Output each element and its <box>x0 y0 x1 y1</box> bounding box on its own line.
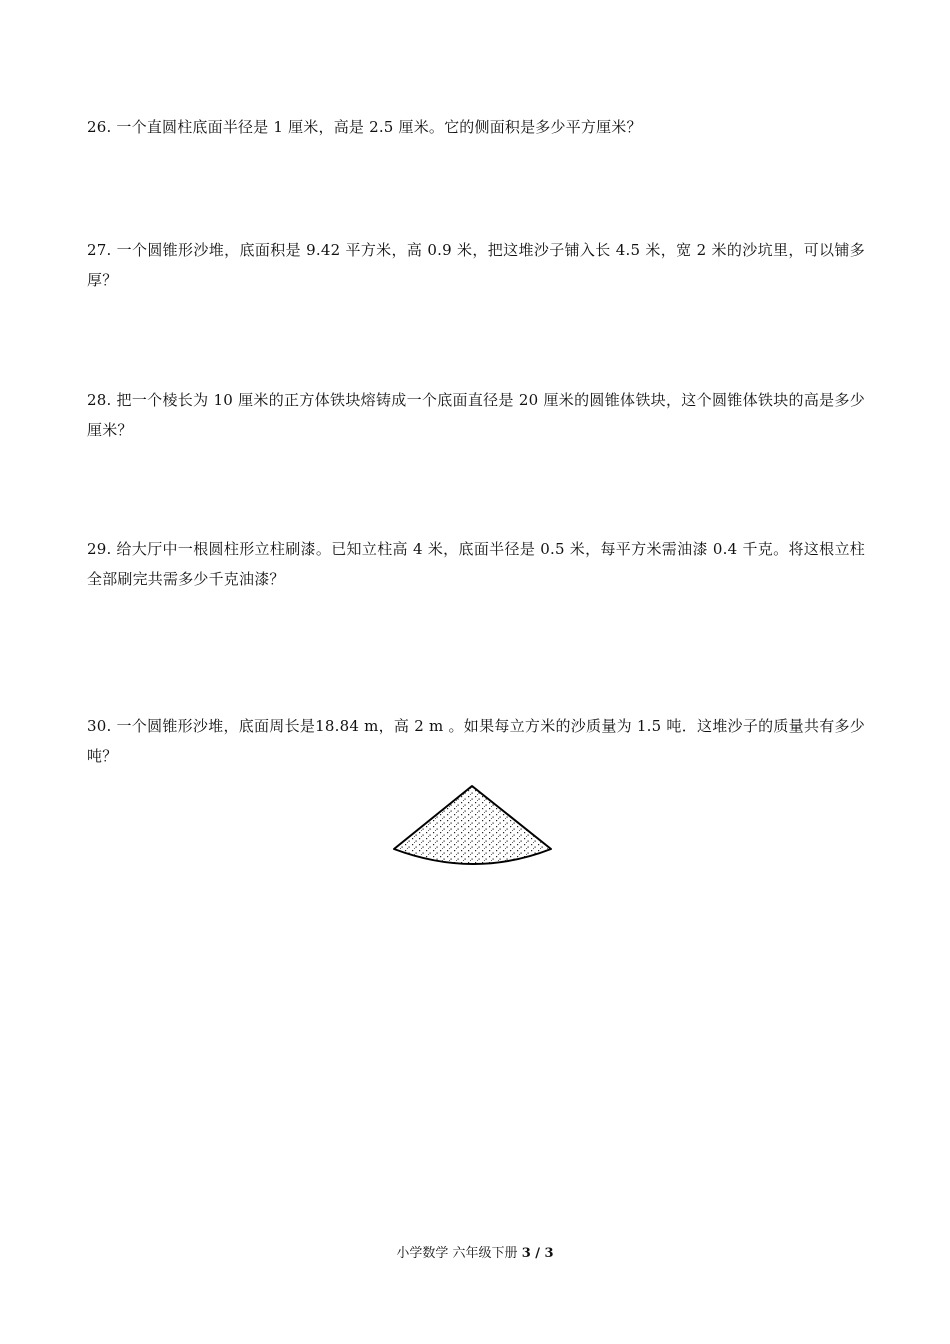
footer-subject: 小学数学 六年级下册 <box>396 1246 518 1261</box>
page-number: 3 / 3 <box>521 1246 554 1261</box>
page-footer <box>0 1245 950 1263</box>
question-30: 30. 一个圆锥形沙堆，底面周长是18.84 m，高 2 m 。如果每立方米的沙质量为 1.5 吨．这堆沙子的质量共有多少吨？ <box>87 717 865 765</box>
question-28: 28. 把一个棱长为 10 厘米的正方体铁块熔铸成一个底面直径是 20 厘米的圆锥体铁块，这个圆锥体铁块的高是多少厘米？ <box>87 391 865 439</box>
question-26: 26. 一个直圆柱底面半径是 1 厘米，高是 2.5 厘米。它的侧面积是多少平方厘米？ <box>87 118 642 136</box>
question-29: 29. 给大厅中一根圆柱形立柱刷漆。已知立柱高 4 米，底面半径是 0.5 米，每平方米需油漆 0.4 千克。将这根立柱全部刷完共需多少千克油漆？ <box>87 540 865 588</box>
question-27: 27. 一个圆锥形沙堆，底面积是 9.42 平方米，高 0.9 米，把这堆沙子铺入长 4.5 米，宽 2 米的沙坑里，可以铺多厚？ <box>87 241 865 289</box>
cone-sand-pile-icon <box>390 783 556 867</box>
